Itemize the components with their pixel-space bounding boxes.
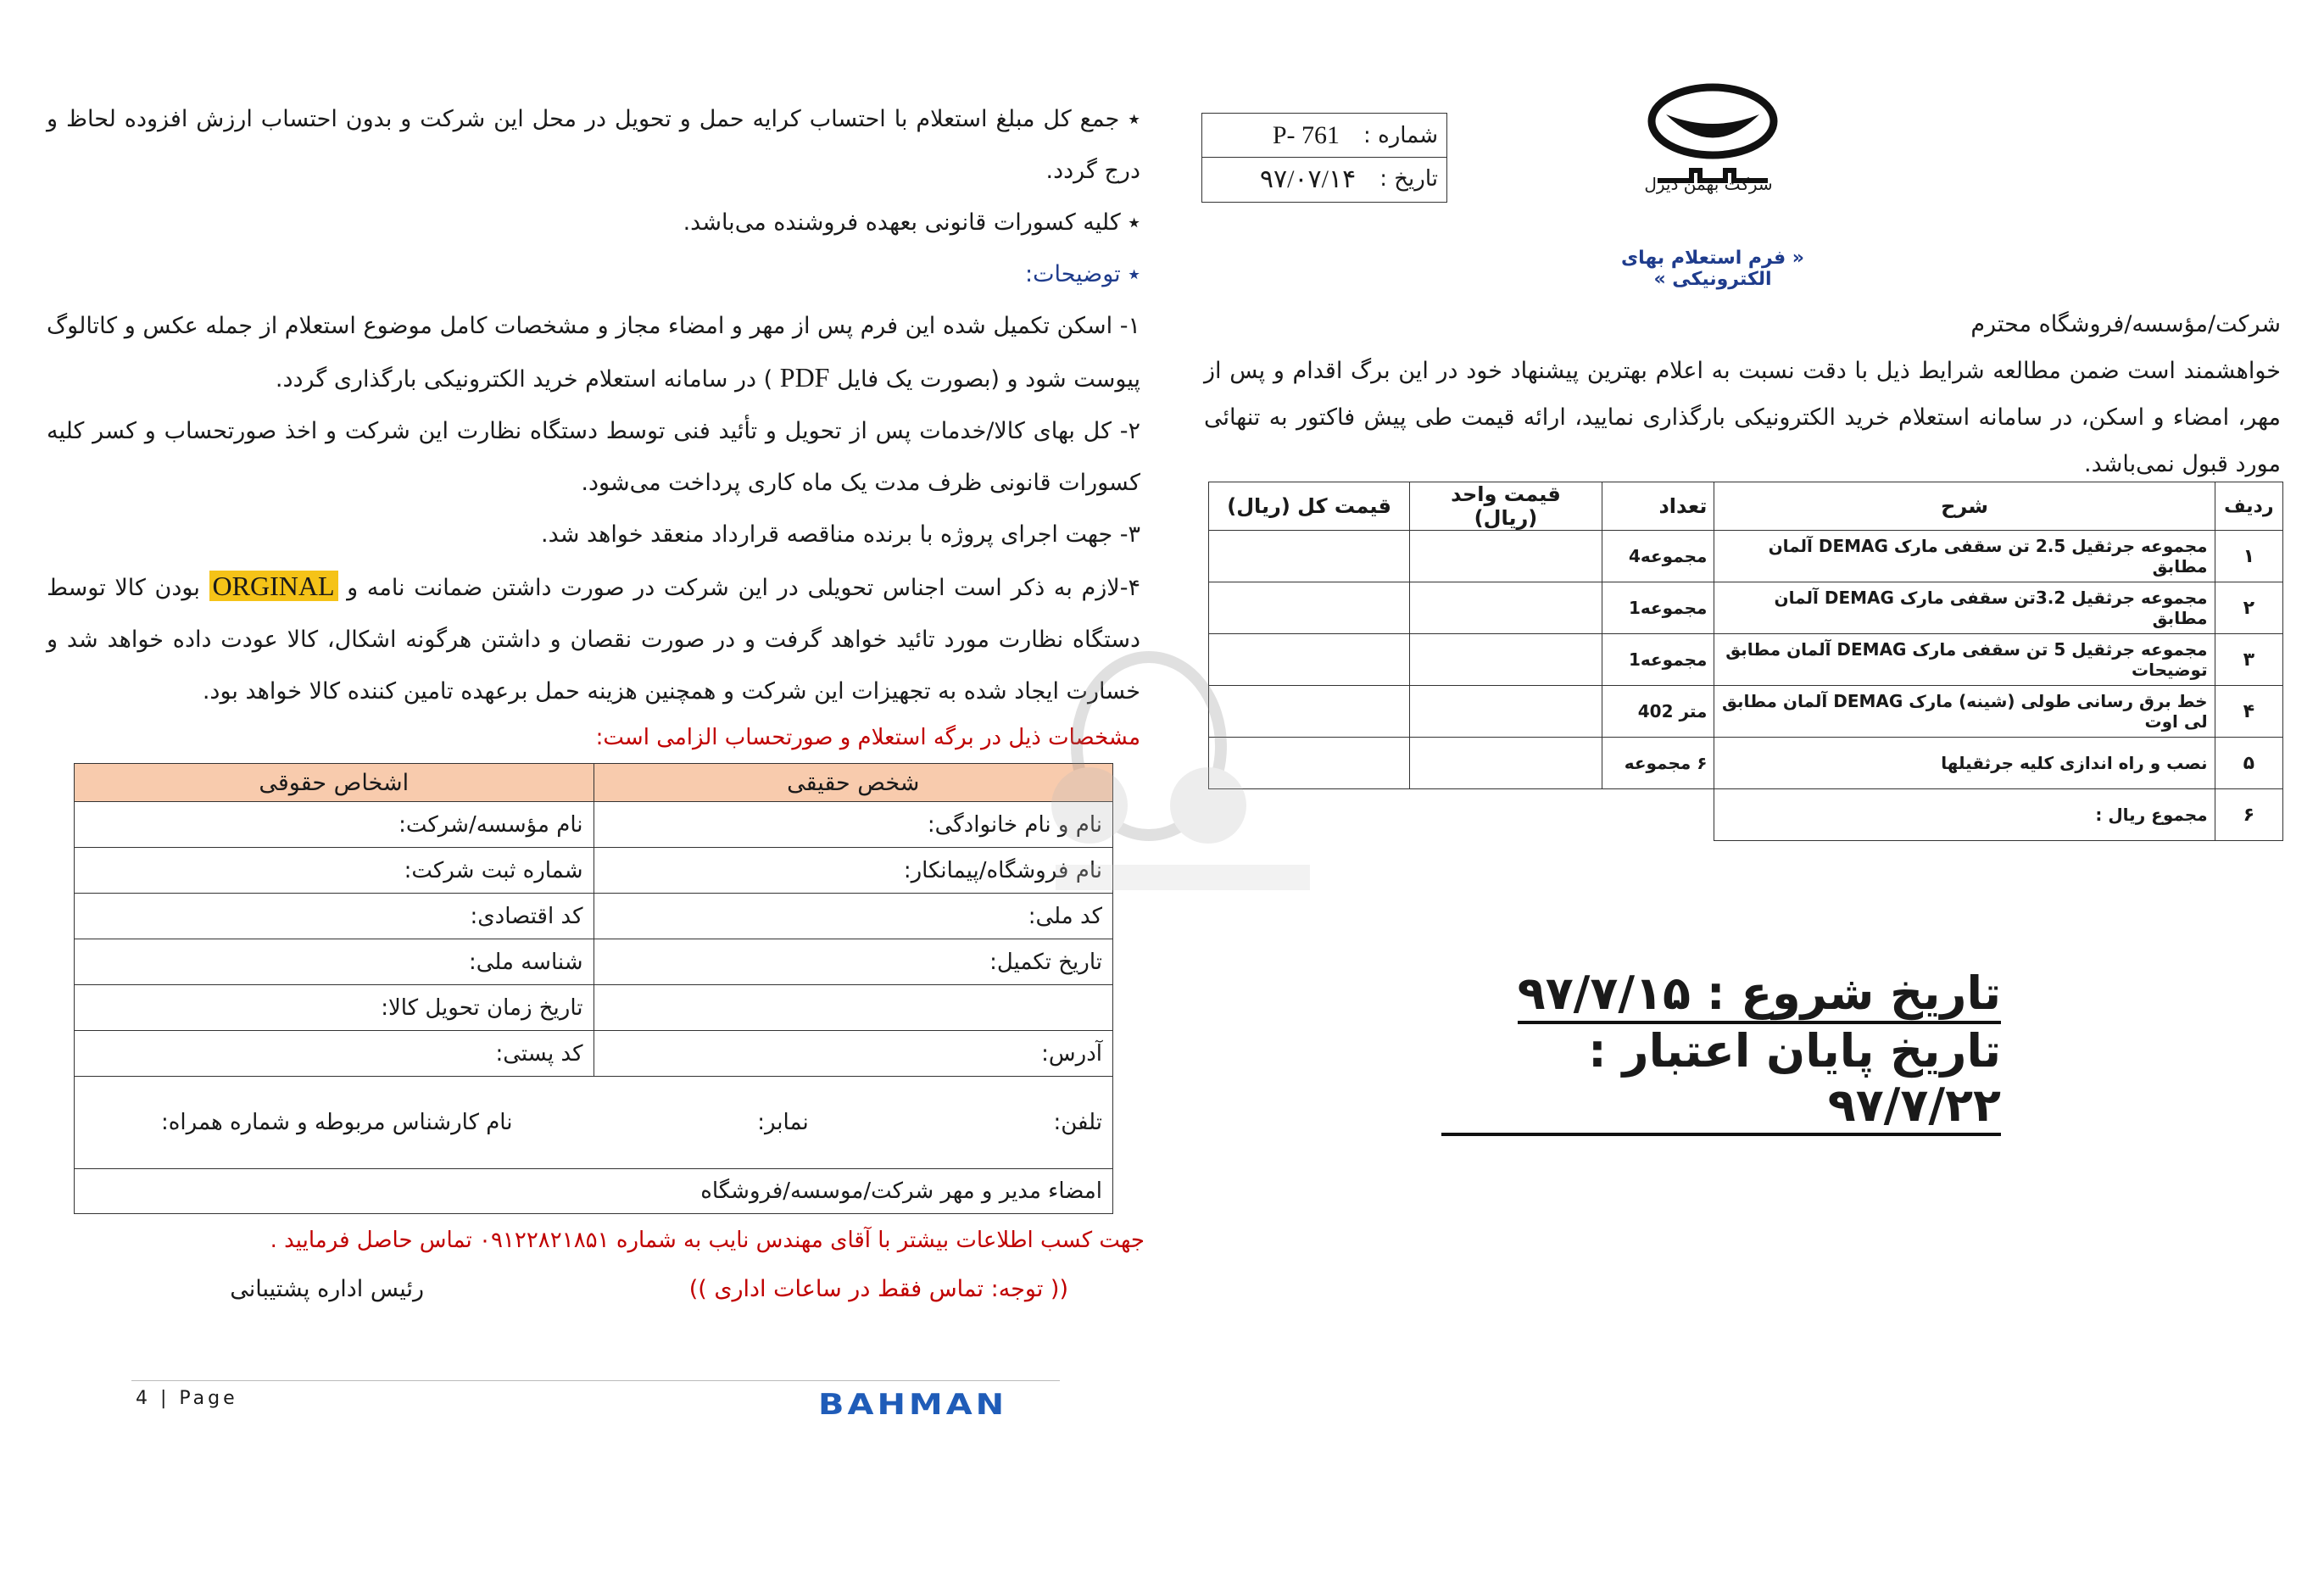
- field-address[interactable]: آدرس:: [594, 1031, 1113, 1077]
- row-unit-price-cell[interactable]: [1410, 531, 1602, 582]
- date-row: [1202, 157, 1446, 200]
- row-number: ۲: [2215, 582, 2282, 634]
- field-phone: تلفن:: [1053, 1110, 1102, 1135]
- explanations-title: ٭ توضیحات:: [1024, 261, 1140, 287]
- col-legal-person: اشخاص حقوقی: [75, 764, 594, 802]
- header-desc: شرح: [1714, 482, 2215, 531]
- footer-divider: [131, 1380, 1060, 1381]
- row-number: ۵: [2215, 738, 2282, 789]
- header-radif: ردیف: [2215, 482, 2282, 531]
- term-2: ٭ کلیه کسورات قانونی بعهده فروشنده می‌باشد.: [683, 209, 1140, 236]
- intro-body: خواهشمند است ضمن مطالعه شرایط ذیل با دقت نسبت به اعلام بهترین پیشنهاد خود در این برگ اقدام و پس از مهر، امضاء و اسکن، در سامانه استعلام خرید الکترونیکی بارگذاری نمایید، ارائه قیمت طی پیش فاکتور به تنهائی مورد قبول نمی‌باشد.: [1204, 358, 2281, 477]
- contact-row: [75, 1077, 1113, 1169]
- info-row: [75, 939, 1113, 985]
- row-quantity: ۶ مجموعه: [1602, 738, 1714, 789]
- field-expert: نام کارشناس مربوطه و شماره همراه:: [161, 1110, 513, 1135]
- row-number: ۳: [2215, 634, 2282, 686]
- field-completion-date[interactable]: تاریخ تکمیل:: [594, 939, 1113, 985]
- info-row: [75, 848, 1113, 894]
- info-row: [75, 802, 1113, 848]
- explanation-4-text-b: بودن کالا توسط دستگاه نظارت مورد تائید خواهد گرفت و در صورت نقصان و داشتن هرگونه اشکال، کالا عودت داده خواهد شد و خسارت ایجاد شده به تجهیزات این شرکت و همچنین هزینه حمل برعهده تامین کننده کالا خواهد بود.: [47, 575, 1140, 705]
- row-total-price-cell[interactable]: [1209, 582, 1410, 634]
- table-row: [1209, 634, 2283, 686]
- row-description: مجموعه جرثقیل 2.5 تن سقفی مارک DEMAG آلمان مطابق: [1714, 531, 2215, 582]
- field-fax: نمابر:: [757, 1110, 809, 1135]
- explanation-4: [47, 560, 1140, 717]
- sum-label: مجموع ریال :: [1714, 789, 2215, 841]
- field-national-code[interactable]: کد ملی:: [594, 894, 1113, 939]
- row-unit-price-cell[interactable]: [1410, 582, 1602, 634]
- end-date: تاریخ پایان اعتبار : ۹۷/۷/۲۲: [1441, 1024, 2001, 1136]
- bahman-brand-logo: BAHMAN: [818, 1388, 1008, 1422]
- logo-caption: شرکت بهمن دیزل: [1644, 174, 1773, 194]
- term-1: ٭ جمع کل مبلغ استعلام با احتساب کرایه حمل و تحویل در محل این شرکت و بدون احتساب ارزش افزوده لحاظ و درج گردد.: [47, 106, 1140, 184]
- contact-info: جهت کسب اطلاعات بیشتر با آقای مهندس نایب به شماره ۰۹۱۲۲۸۲۱۸۵۱ تماس حاصل فرمایید .: [270, 1228, 1145, 1253]
- info-row: [75, 1031, 1113, 1077]
- contact-fields: [85, 1110, 1102, 1135]
- intro-text: [1204, 301, 2281, 487]
- field-national-id[interactable]: شناسه ملی:: [75, 939, 594, 985]
- explanation-4-text-a: ۴-لازم به ذکر است اجناس تحویلی در این شرکت در صورت داشتن ضمانت نامه و: [347, 575, 1140, 601]
- vendor-info-table: [74, 763, 1113, 1214]
- header-qty: تعداد: [1602, 482, 1714, 531]
- sum-row-number: ۶: [2215, 789, 2282, 841]
- table-row: [1209, 738, 2283, 789]
- row-unit-price-cell[interactable]: [1410, 634, 1602, 686]
- pdf-label: PDF: [779, 362, 830, 393]
- field-store-name[interactable]: نام فروشگاه/پیمانکار:: [594, 848, 1113, 894]
- explanation-3: ۳- جهت اجرای پروژه با برنده مناقصه قرارداد منعقد خواهد شد.: [541, 521, 1140, 548]
- start-date: تاریخ شروع : ۹۷/۷/۱۵: [1518, 967, 2001, 1024]
- row-unit-price-cell[interactable]: [1410, 738, 1602, 789]
- field-full-name[interactable]: نام و نام خانوادگی:: [594, 802, 1113, 848]
- page-number: 4 | Page: [136, 1388, 238, 1409]
- watermark-stamp-icon: [1005, 636, 1344, 950]
- info-row: [75, 894, 1113, 939]
- row-number: ۴: [2215, 686, 2282, 738]
- explanation-1-text-b: ) در سامانه استعلام خرید الکترونیکی بارگذاری گردد.: [275, 366, 773, 393]
- number-date-box: [1201, 113, 1447, 203]
- table-row: [1209, 531, 2283, 582]
- row-quantity: مجموعه1: [1602, 634, 1714, 686]
- row-description: مجموعه جرثقیل 3.2تن سقفی مارک DEMAG آلمان مطابق: [1714, 582, 2215, 634]
- row-description: خط برق رسانی طولی (شینه) مارک DEMAG آلمان مطابق لی اوت: [1714, 686, 2215, 738]
- field-signature[interactable]: امضاء مدیر و مهر شرکت/موسسه/فروشگاه: [75, 1169, 1113, 1214]
- salutation: شرکت/مؤسسه/فروشگاه محترم: [1970, 311, 2281, 337]
- table-row: [1209, 582, 2283, 634]
- row-quantity: مجموعه1: [1602, 582, 1714, 634]
- items-header-row: [1209, 482, 2283, 531]
- header-total-price: قیمت کل (ریال): [1209, 482, 1410, 531]
- number-row: [1202, 114, 1446, 157]
- field-delivery-date[interactable]: تاریخ زمان تحویل کالا:: [75, 985, 594, 1031]
- field-company-name[interactable]: نام مؤسسه/شرکت:: [75, 802, 594, 848]
- date-label: تاریخ :: [1379, 166, 1438, 192]
- field-registration-number[interactable]: شماره ثبت شرکت:: [75, 848, 594, 894]
- signature-row: [75, 1169, 1113, 1214]
- row-quantity: مجموعه4: [1602, 531, 1714, 582]
- explanation-1: [47, 300, 1140, 405]
- row-unit-price-cell[interactable]: [1410, 686, 1602, 738]
- field-empty: [594, 985, 1113, 1031]
- date-value: ۹۷/۰۷/۱۴: [1259, 164, 1357, 193]
- contact-cell[interactable]: [75, 1077, 1113, 1169]
- explanation-1-text-a: ۱- اسکن تکمیل شده این فرم پس از مهر و امضاء مجاز و مشخصات کامل موضوع استعلام از جمله عکس و کاتالوگ پیوست شود و (بصورت یک فایل: [46, 313, 1140, 393]
- row-description: مجموعه جرثقیل 5 تن سقفی مارک DEMAG آلمان مطابق توضیحات: [1714, 634, 2215, 686]
- info-header-row: [75, 764, 1113, 802]
- validity-dates: [1441, 967, 2001, 1136]
- info-row: [75, 985, 1113, 1031]
- row-total-price-cell[interactable]: [1209, 531, 1410, 582]
- header-unit-price: قیمت واحد (ریال): [1410, 482, 1602, 531]
- row-number: ۱: [2215, 531, 2282, 582]
- form-title: « فرم استعلام بهای الکترونیکی »: [1620, 248, 1804, 290]
- original-highlight: ORGINAL: [209, 571, 338, 601]
- field-economic-code[interactable]: کد اقتصادی:: [75, 894, 594, 939]
- sum-row: [1209, 789, 2283, 841]
- items-table: [1208, 482, 2283, 841]
- col-real-person: شخص حقیقی: [594, 764, 1113, 802]
- number-label: شماره :: [1363, 122, 1438, 148]
- row-quantity: متر 402: [1602, 686, 1714, 738]
- office-hours-note: (( توجه: تماس فقط در ساعات اداری )): [688, 1276, 1068, 1302]
- table-row: [1209, 686, 2283, 738]
- required-notice: مشخصات ذیل در برگه استعلام و صورتحساب الزامی است:: [595, 725, 1140, 750]
- field-postal-code[interactable]: کد پستی:: [75, 1031, 594, 1077]
- number-value: P- 761: [1272, 120, 1340, 149]
- terms-section: [47, 93, 1140, 758]
- signer-title: رئیس اداره پشتیبانی: [230, 1276, 424, 1302]
- row-description: نصب و راه اندازی کلیه جرثقیلها: [1714, 738, 2215, 789]
- explanation-2: ۲- کل بهای کالا/خدمات پس از تحویل و تأئید فنی توسط دستگاه نظارت این شرکت و اخذ صورتحساب و کسر کلیه کسورات قانونی ظرف مدت یک ماه کاری پرداخت می‌شود.: [47, 418, 1140, 496]
